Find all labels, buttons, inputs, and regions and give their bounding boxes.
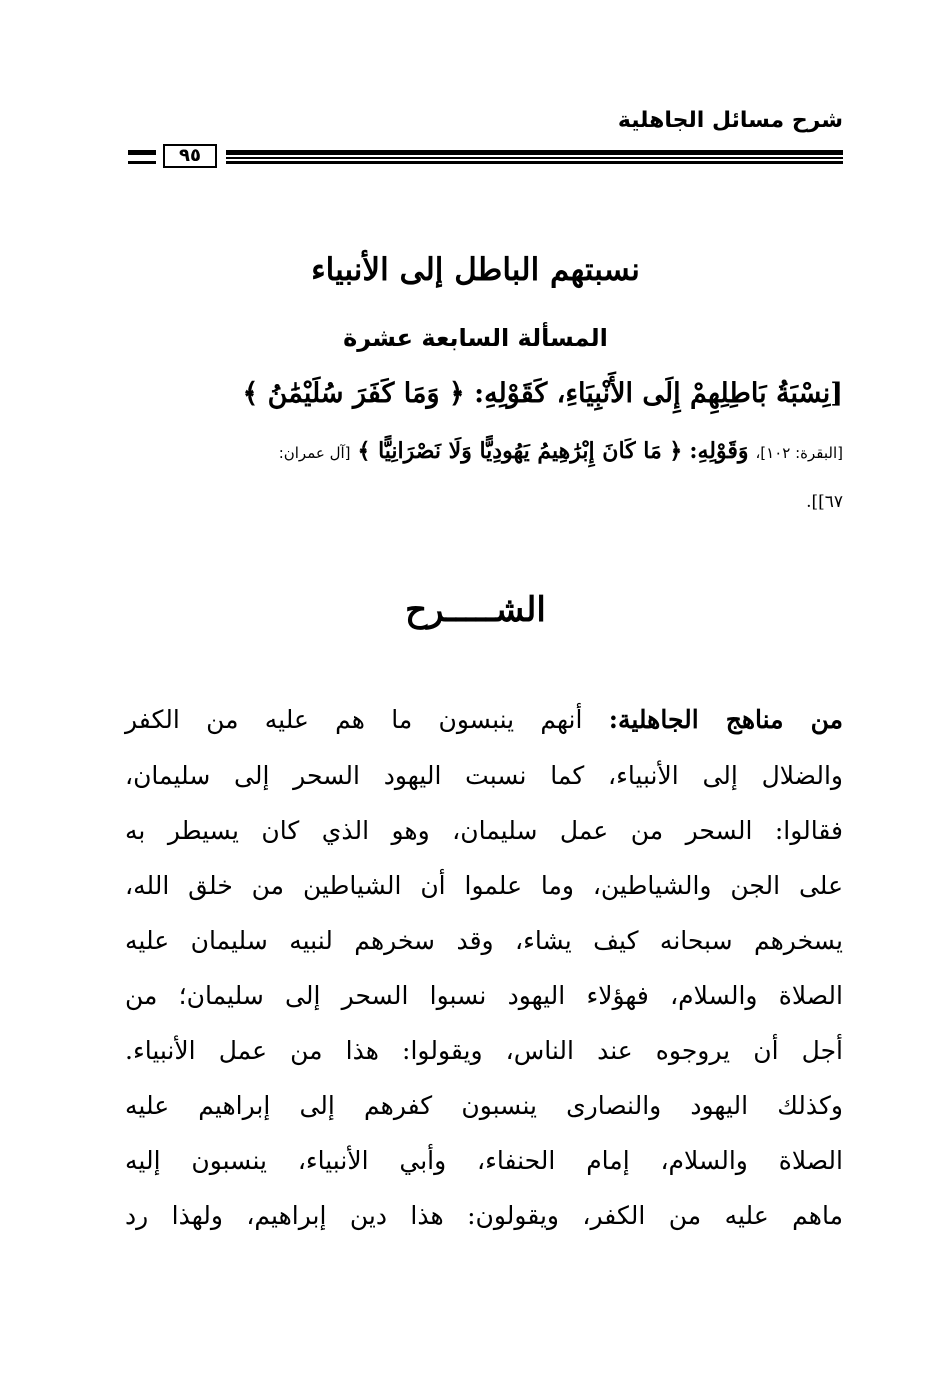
body-line: على الجن والشياطين، وما علموا أن الشياطين من خلق الله، <box>125 871 843 900</box>
body-line: الصلاة والسلام، إمام الحنفاء، وأبي الأنبياء، ينسبون إليه <box>125 1146 843 1175</box>
header-rule-right-segment <box>226 150 843 164</box>
page-number: ٩٥ <box>163 144 217 168</box>
body-line: وكذلك اليهود والنصارى ينسبون كفرهم إلى إبراهيم عليه <box>125 1091 843 1120</box>
body-line: ماهم عليه من الكفر، ويقولون: هذا دين إبراهيم، ولهذا رد <box>125 1201 843 1230</box>
body-line-1-text: أنهم ينبسون ما هم عليه من الكفر <box>125 705 583 734</box>
running-title: شرح مسائل الجاهلية <box>617 108 843 133</box>
body-line: فقالوا: السحر من عمل سليمان، وهو الذي كان يسيطر به <box>125 816 843 845</box>
quran-reference-al-imran: [آل عمران: <box>278 444 351 462</box>
quran-verse: ﴿ مَا كَانَ إِبْرَٰهِيمُ يَهُودِيًّا وَلَا نَصْرَانِيًّا ﴾ <box>357 438 683 464</box>
matn-line-2 <box>279 438 843 464</box>
header-rule <box>128 145 843 168</box>
body-line: الصلاة والسلام، فهؤلاء اليهود نسبوا السحر إلى سليمان؛ من <box>125 981 843 1010</box>
quran-reference-baqarah: [البقرة: ١٠٢]، <box>755 444 843 462</box>
chapter-title: نسبتهم الباطل إلى الأنبياء <box>311 252 640 288</box>
body-lead: من مناهج الجاهلية: <box>608 705 843 734</box>
matn-line-1: [نِسْبَةُ بَاطِلِهِمْ إِلَى الأَنْبِيَاءِ، كَقَوْلِهِ: ﴿ وَمَا كَفَرَ سُلَيْمَٰنُ ﴾ <box>242 378 843 409</box>
body-line: أجل أن يروجوه عند الناس، ويقولوا: هذا من عمل الأنبياء. <box>125 1036 843 1065</box>
body-line: والضلال إلى الأنبياء، كما نسبت اليهود السحر إلى سليمان، <box>125 761 843 790</box>
body-line-1 <box>125 700 843 740</box>
sharh-title: الشـــــرح <box>405 590 546 630</box>
header-rule-left-segment <box>128 150 156 164</box>
matn-line-3: ٦٧]]. <box>806 492 843 512</box>
body-line: يسخرهم سبحانه كيف يشاء، وقد سخرهم لنبيه سليمان عليه <box>125 926 843 955</box>
matn-connector: وَقَوْلِهِ: <box>689 438 749 464</box>
issue-title: المسألة السابعة عشرة <box>343 324 608 352</box>
